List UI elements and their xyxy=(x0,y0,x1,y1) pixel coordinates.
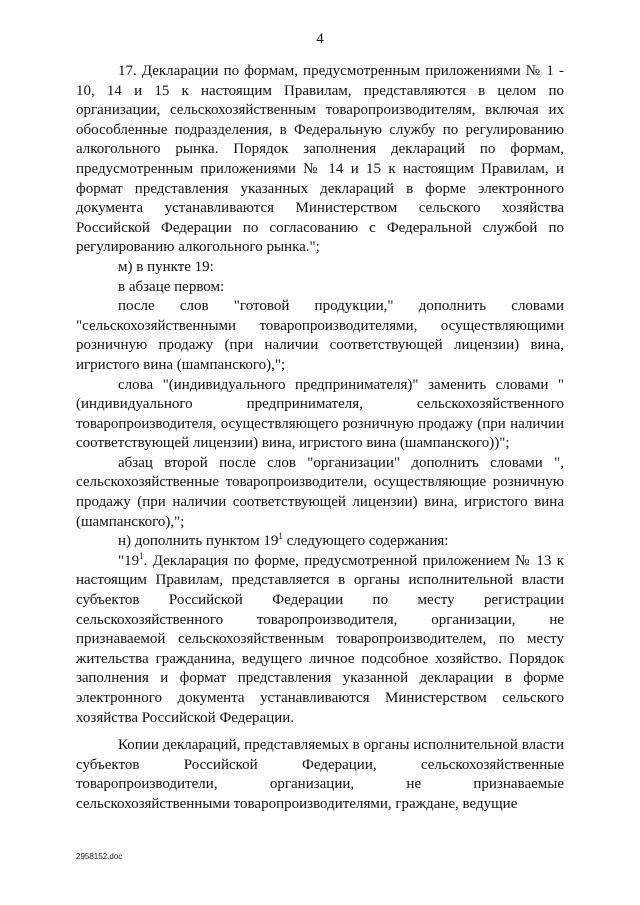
paragraph-after-words-finished-products: после слов "готовой продукции," дополнить словами "сельскохозяйственными товаропроизводителями, осуществляющими розничную продажу (при наличии соответствующей лицензии) вина, игристого вина (шампанского),"; xyxy=(76,298,564,373)
paragraph-m-point-19: м) в пункте 19: xyxy=(118,258,214,275)
paragraph-replace-individual-entrepreneur: слова "(индивидуального предпринимателя)" заменить словами "(индивидуального предпринимателя, сельскохозяйственного товаропроизводителя, осуществляющего розничную продажу (при наличии соответствующей лицензии) вина, игристого вина (шампанского))"; xyxy=(76,376,564,452)
file-name-footer: 2958152.doc xyxy=(76,852,123,861)
document-body xyxy=(76,62,564,815)
paragraph-17-declarations: 17. Декларации по формам, предусмотренным приложениями № 1 - 10, 14 и 15 к настоящим Правилам, представляются в целом по организации, сельскохозяйственным товаропроизводителям, включая их обособленные подразделения, в Федеральную службу по регулированию алкогольного рынка. Порядок заполнения деклараций по формам, предусмотренным приложениями № 14 и 15 к настоящим Правилам, и формат представления указанных деклараций в форме электронного документа устанавливаются Министерством сельского хозяйства Российской Федерации по согласованию с Федеральной службой по регулированию алкогольного рынка."; xyxy=(76,63,564,256)
paragraph-19-1-text-after: . Декларация по форме, предусмотренной приложением № 13 к настоящим Правилам, представляется в органы исполнительной власти субъектов Российской Федерации по месту регистрации сельскохозяйственного товаропроизводителя, организации, не признаваемой сельскохозяйственным товаропроизводителем, по месту жительства гражданина, ведущего личное подсобное хозяйство. Порядок заполнения и формат представления указанной декларации в форме электронного документа устанавливаются Министерством сельского хозяйства Российской Федерации. xyxy=(76,552,564,726)
paragraph-first-clause: в абзаце первом: xyxy=(118,278,225,295)
paragraph-n-text-before: н) дополнить пунктом 19 xyxy=(118,533,279,550)
paragraph-n-add-point-19-1 xyxy=(76,532,564,552)
superscript-1: 1 xyxy=(278,531,283,542)
paragraph-second-clause: абзац второй после слов "организации" дополнить словами ", сельскохозяйственные товаропроизводители, осуществляющие розничную продажу (при наличии соответствующей лицензии) вина, игристого вина (шампанского),"; xyxy=(76,454,564,530)
paragraph-copies-of-declarations: Копии деклараций, представляемых в органы исполнительной власти субъектов Российской Федерации, сельскохозяйственные товаропроизводители, организации, не признаваемые сельскохозяйственными товаропроизводителями, граждане, ведущие xyxy=(76,737,564,812)
page-number: 4 xyxy=(316,31,324,47)
paragraph-19-1-declaration xyxy=(76,552,564,728)
superscript-1: 1 xyxy=(139,550,144,561)
paragraph-n-text-after: следующего содержания: xyxy=(282,533,449,550)
paragraph-19-1-text-before: "19 xyxy=(118,552,140,569)
